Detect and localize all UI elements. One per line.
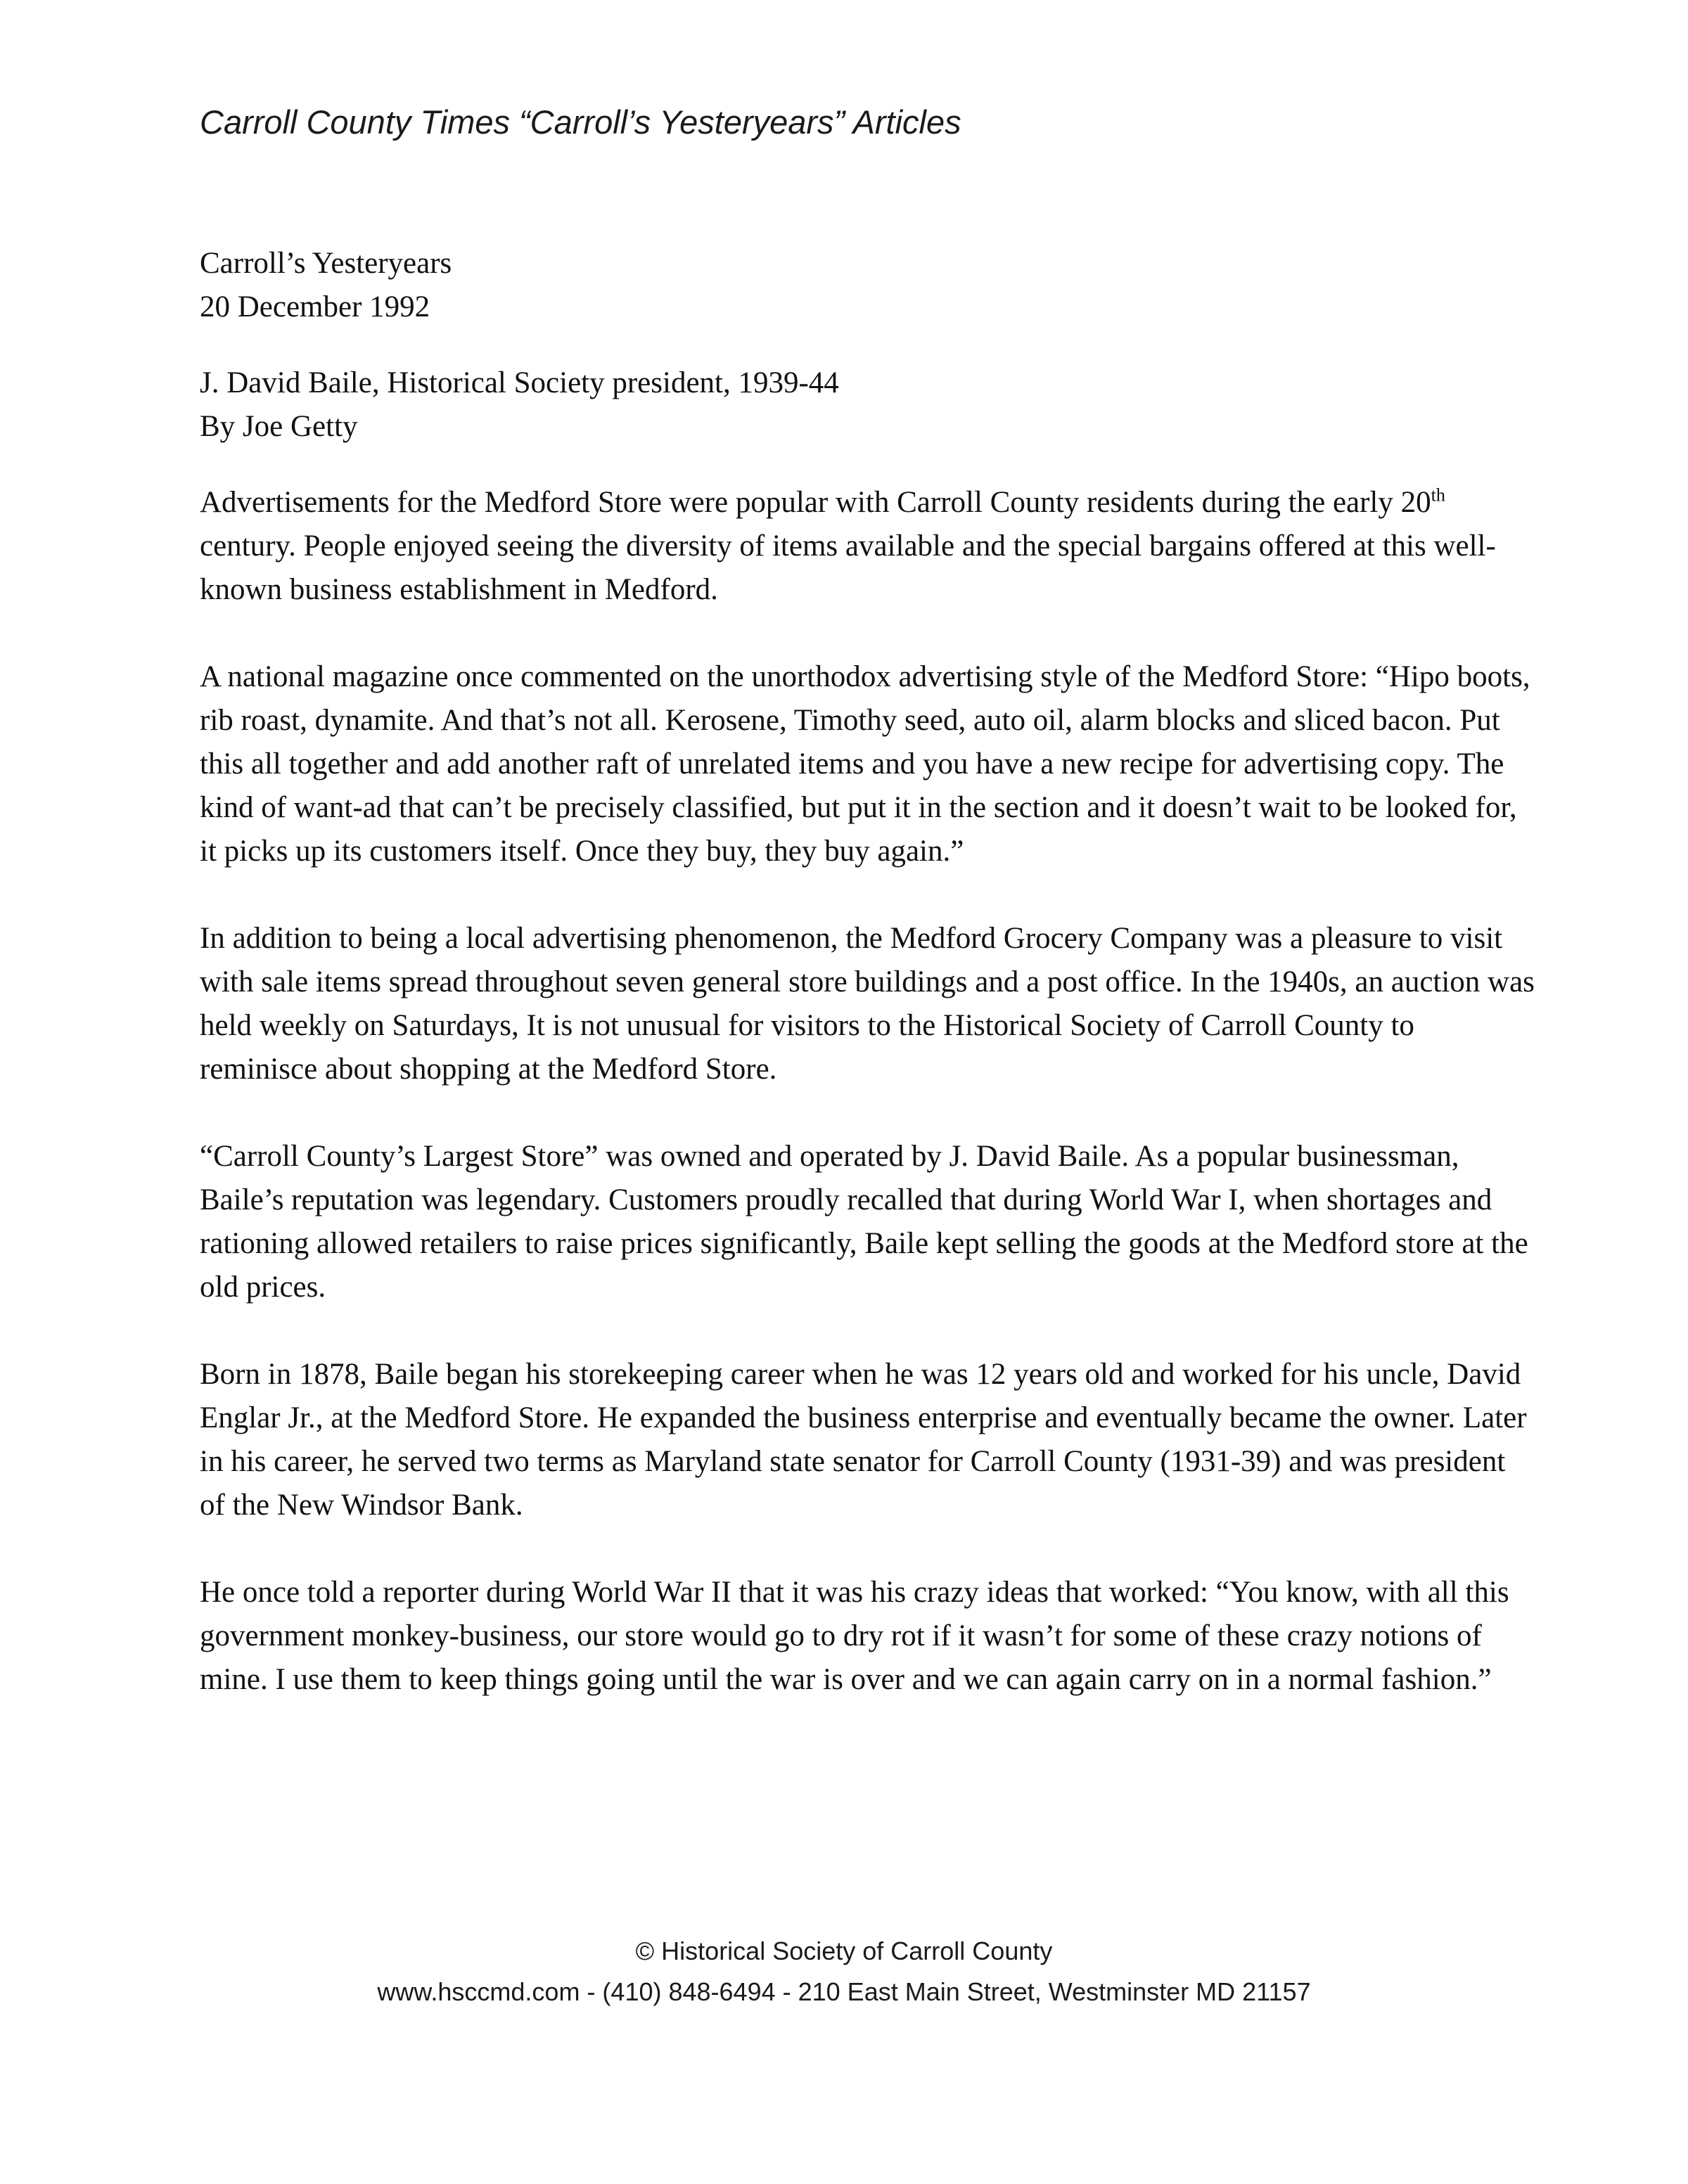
article-title: J. David Baile, Historical Society president, 1939-44 — [200, 366, 839, 399]
byline: By Joe Getty — [200, 410, 358, 443]
article — [200, 242, 1536, 1702]
paragraph-6: He once told a reporter during World War II that it was his crazy ideas that worked: “You know, with all this government monkey-business, our store would go to dry rot if it wasn’t for some of these crazy notions of mine. I use them to keep things going until the war is over and we can again carry on in a normal fashion.” — [200, 1576, 1509, 1696]
spacer — [200, 329, 1536, 361]
column-name: Carroll’s Yesteryears — [200, 247, 452, 280]
running-header: Carroll County Times “Carroll’s Yesteryears” Articles — [200, 103, 961, 141]
paragraph-4: “Carroll County’s Largest Store” was owned and operated by J. David Baile. As a popular businessman, Baile’s reputation was legendary. Customers proudly recalled that during World War I, when shortages and rationing allowed retailers to raise prices significantly, Baile kept selling the goods at the Medford store at the old prices. — [200, 1140, 1528, 1304]
paragraph-1-text-b: century. People enjoyed seeing the diversity of items available and the special bargains offered at this well-known business establishment in Medford. — [200, 529, 1496, 606]
ordinal-superscript: th — [1431, 484, 1445, 506]
footer-contact: www.hsccmd.com - (410) 848-6494 - 210 East Main Street, Westminster MD 21157 — [377, 1977, 1311, 2006]
paragraph-5: Born in 1878, Baile began his storekeeping career when he was 12 years old and worked for his uncle, David Englar Jr., at the Medford Store. He expanded the business enterprise and eventually became the owner. Later in his career, he served two terms as Maryland state senator for Carroll County (1931-39) and was president of the New Windsor Bank. — [200, 1358, 1527, 1522]
paragraph-3: In addition to being a local advertising phenomenon, the Medford Grocery Company was a pleasure to visit with sale items spread throughout seven general store buildings and a post office. In the 1940s, an auction was held weekly on Saturdays, It is not unusual for visitors to the Historical Society of Carroll County to reminisce about shopping at the Medford Store. — [200, 922, 1535, 1086]
page-footer — [0, 1931, 1688, 2012]
spacer — [200, 449, 1536, 481]
paragraph-2: A national magazine once commented on the unorthodox advertising style of the Medford Store: “Hipo boots, rib roast, dynamite. And that’s not all. Kerosene, Timothy seed, auto oil, alarm blocks and sliced bacon. Put this all together and add another raft of unrelated items and you have a new recipe for advertising copy. The kind of want-ad that can’t be precisely classified, but put it in the section and it doesn’t wait to be looked for, it picks up its customers itself. Once they buy, they buy again.” — [200, 660, 1530, 868]
paragraph-1-text-a: Advertisements for the Medford Store were popular with Carroll County residents during the early 20 — [200, 486, 1431, 519]
paragraph-1 — [200, 481, 1536, 612]
footer-copyright: © Historical Society of Carroll County — [635, 1936, 1053, 1965]
article-date: 20 December 1992 — [200, 290, 430, 323]
